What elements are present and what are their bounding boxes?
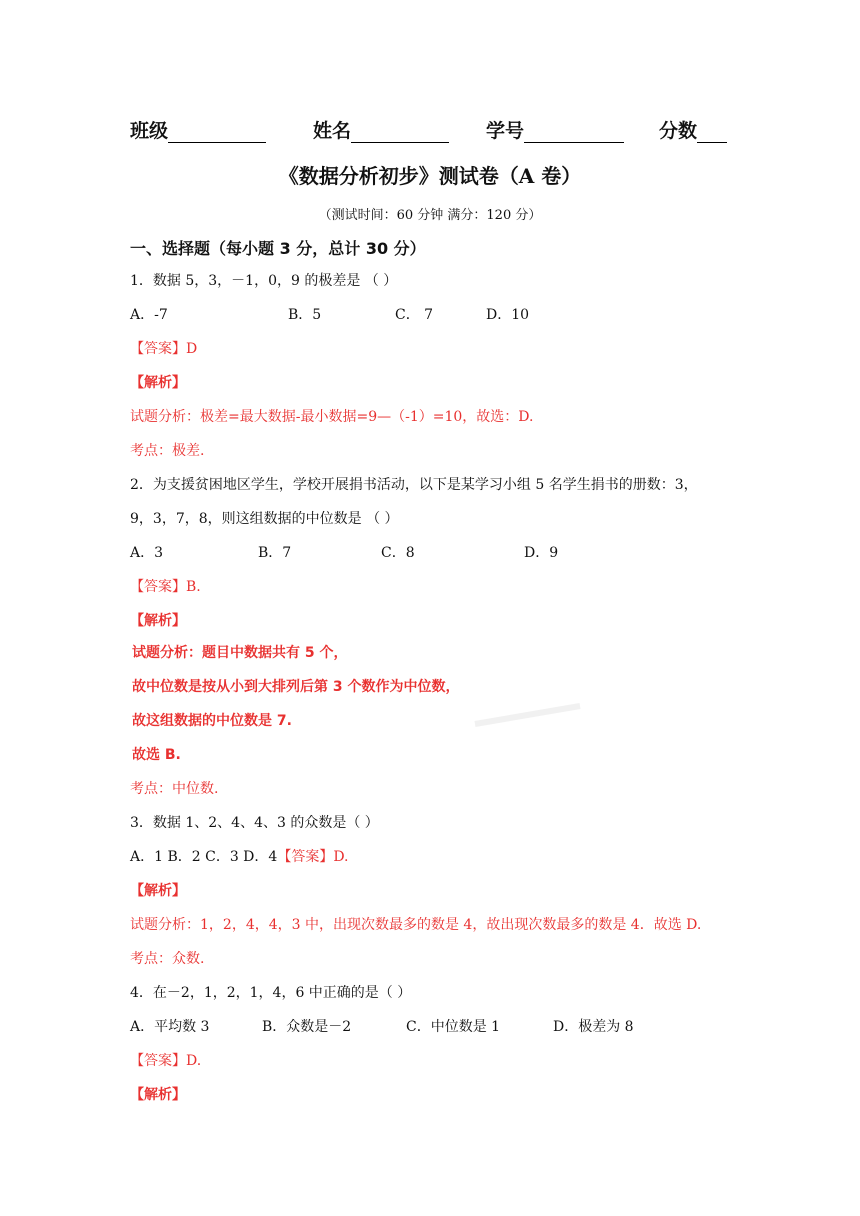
exam-title: 《数据分析初步》测试卷（A 卷） [278,164,582,188]
q3-options [130,846,349,866]
q4-option-a: A．平均数 3 [130,1019,210,1035]
q4-option-b: B．众数是－2 [262,1019,352,1035]
q2-stem-line2: 9，3，7，8，则这组数据的中位数是 （ ） [130,511,399,527]
class-field [130,116,266,143]
student-id-field [486,116,624,143]
q1-option-a: A．-7 [130,307,168,323]
q1-option-d: D．10 [486,307,530,323]
q4-stem: 4．在－2，1，2，1，4，6 中正确的是（ ） [130,985,412,1001]
q2-answer: 【答案】B. [130,579,201,595]
q2-point: 考点：中位数. [130,781,219,797]
q1-stem: 1．数据 5，3，－1，0，9 的极差是 （ ） [130,273,398,289]
q3-stem: 3．数据 1、2、4、4、3 的众数是（ ） [130,815,379,831]
q4-option-c: C．中位数是 1 [406,1019,501,1035]
q2-analysis-label: 【解析】 [130,613,186,629]
q3-point: 考点：众数. [130,951,205,967]
q1-analysis: 试题分析：极差=最大数据-最小数据=9—（-1）=10，故选：D. [130,409,534,425]
q3-answer: 【答案】D. [277,849,349,865]
score-label: 分数 [659,120,698,142]
q1-analysis-label: 【解析】 [130,375,186,391]
q2-analysis-2: 故中位数是按从小到大排列后第 3 个数作为中位数， [132,679,460,695]
name-field [313,116,449,143]
name-blank [351,122,449,143]
q4-analysis-label: 【解析】 [130,1087,186,1103]
q3-analysis-label: 【解析】 [130,883,186,899]
q4-option-d: D．极差为 8 [553,1019,634,1035]
q2-option-d: D．9 [524,545,559,561]
q4-answer: 【答案】D. [130,1053,202,1069]
q2-analysis-4: 故选 B. [132,747,181,763]
q2-analysis-1: 试题分析：题目中数据共有 5 个， [132,645,348,661]
q2-stem-line1: 2．为支援贫困地区学生，学校开展捐书活动，以下是某学习小组 5 名学生捐书的册数：3， [130,477,698,493]
student-id-label: 学号 [486,120,525,142]
q2-option-b: B．7 [258,545,292,561]
score-field [659,116,727,143]
q3-options-text: A．1 B．2 C．3 D．4 [130,849,278,865]
q1-answer: 【答案】D [130,341,198,357]
name-label: 姓名 [313,120,352,142]
q2-option-c: C．8 [381,545,415,561]
class-blank [168,122,266,143]
watermark [470,700,590,730]
q1-option-b: B．5 [288,307,322,323]
q2-analysis-3: 故这组数据的中位数是 7. [132,713,292,729]
q1-point: 考点：极差. [130,443,205,459]
class-label: 班级 [130,120,169,142]
exam-subtitle: （测试时间：60 分钟 满分：120 分） [318,208,542,223]
q2-option-a: A．3 [130,545,164,561]
section-heading: 一、选择题（每小题 3 分，总计 30 分） [130,239,426,258]
student-id-blank [524,122,624,143]
score-blank [697,122,727,143]
watermark-mark [470,700,590,730]
q3-analysis: 试题分析：1，2，4，4，3 中，出现次数最多的数是 4，故出现次数最多的数是 4．故选 D. [130,917,702,933]
q1-option-c: C． 7 [395,307,434,323]
